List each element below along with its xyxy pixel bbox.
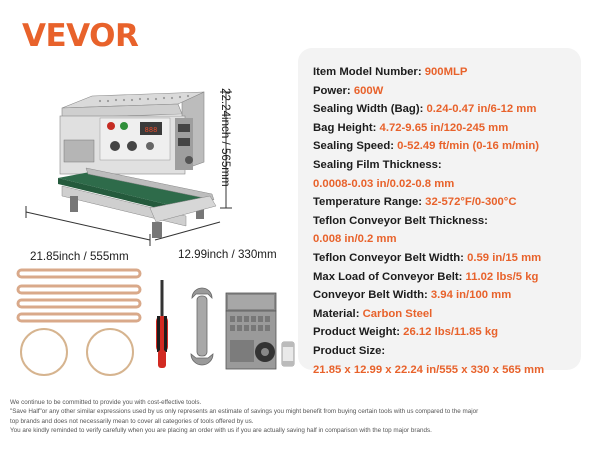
- spec-line-conveyor-width: Conveyor Belt Width: 3.94 in/100 mm: [313, 289, 512, 302]
- spec-line-teflon-belt-width: Teflon Conveyor Belt Width: 0.59 in/15 mm: [313, 251, 542, 264]
- teflon-belts-icon: [18, 270, 140, 321]
- disclaimer-line: We continue to be committed to provide you with cost-effective tools.: [10, 399, 202, 406]
- spec-line-size-value: 21.85 x 12.99 x 22.24 in/555 x 330 x 565 mm: [313, 363, 545, 376]
- spec-line-model: Item Model Number: 900MLP: [313, 66, 468, 78]
- spare-parts-kit-icon: [226, 293, 276, 369]
- spec-line-sealing-width: Sealing Width (Bag): 0.24-0.47 in/6-12 mm: [313, 103, 537, 116]
- spec-line-belt-thickness-label: Teflon Conveyor Belt Thickness:: [313, 214, 488, 227]
- spec-line-film-thickness-value: 0.0008-0.03 in/0.02-0.8 mm: [313, 177, 455, 190]
- spec-panel: [298, 48, 581, 376]
- screwdriver-icon: [156, 280, 168, 368]
- disclaimer-line: top brands and does not necessarily mean to cover all categories of tools offered by us.: [10, 417, 254, 425]
- heating-rings-icon: [21, 329, 133, 375]
- spec-line-belt-thickness-value: 0.008 in/0.2 mm: [313, 233, 397, 246]
- disclaimer-line: "Save Half"or any other similar expressions used by us only represents an estimate of savings you might benefit from buying certain tools with us compared to the major: [10, 408, 479, 416]
- spec-line-bag-height: Bag Height: 4.72-9.65 in/120-245 mm: [313, 121, 509, 134]
- spec-line-power: Power: 600W: [313, 84, 384, 97]
- spanner-wrench-icon: [191, 288, 213, 365]
- spec-line-film-thickness-label: Sealing Film Thickness:: [313, 158, 442, 171]
- spec-line-sealing-speed: Sealing Speed: 0-52.49 ft/min (0-16 m/min): [313, 140, 540, 153]
- spec-line-weight: Product Weight: 26.12 lbs/11.85 kg: [313, 326, 499, 339]
- disclaimer: [10, 398, 595, 436]
- dimension-depth-label: 12.99inch / 330mm: [178, 248, 277, 261]
- vevor-logo: VEVOR: [22, 18, 139, 54]
- dimension-width-label: 21.85inch / 555mm: [30, 250, 129, 263]
- dimension-height-label: 22.24inch / 565mm: [219, 88, 232, 187]
- fuse-icon: [282, 342, 294, 366]
- spec-line-max-load: Max Load of Conveyor Belt: 11.02 lbs/5 kg: [313, 270, 539, 283]
- disclaimer-line: You are kindly reminded to verify carefully when you are placing an order with us if you are actually saving half in comparison with the top major brands.: [10, 427, 432, 435]
- spec-line-temperature: Temperature Range: 32-572°F/0-300°C: [313, 196, 517, 209]
- spec-line-material: Material: Carbon Steel: [313, 307, 433, 320]
- sealing-machine-icon: [26, 92, 232, 246]
- temp-readout: 888: [144, 126, 158, 134]
- spec-line-size-label: Product Size:: [313, 344, 386, 357]
